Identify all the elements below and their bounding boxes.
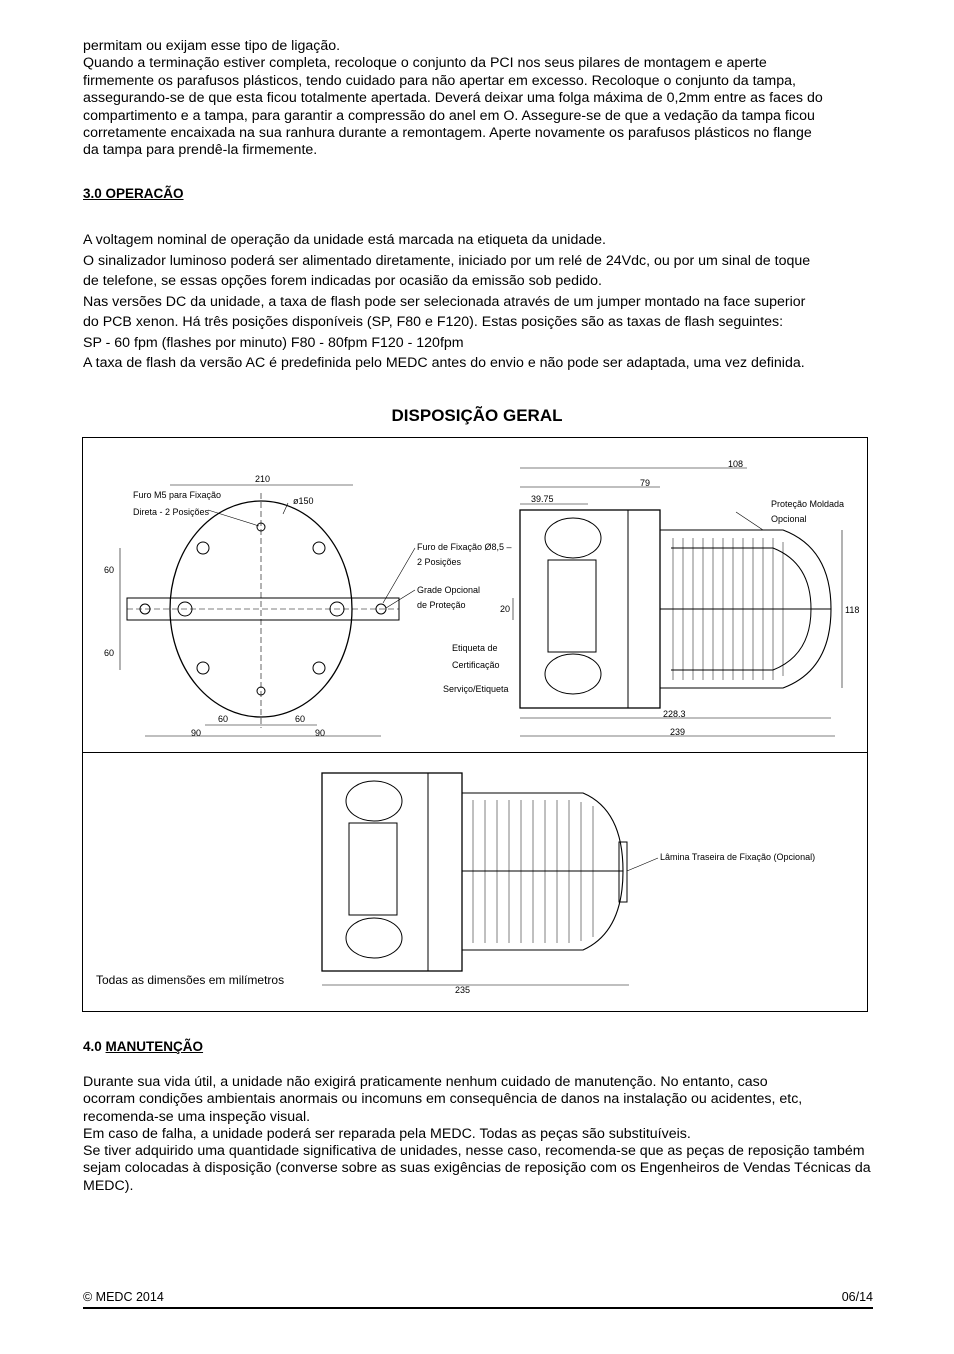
dim-60-right: 60 bbox=[295, 714, 306, 724]
technical-drawing bbox=[83, 438, 869, 1013]
label-hole-85-a: Furo de Fixação Ø8,5 – bbox=[417, 542, 512, 552]
label-cert-a: Etiqueta de bbox=[452, 643, 498, 653]
dim-79: 79 bbox=[640, 478, 651, 488]
operation-p2a: O sinalizador luminoso poderá ser alimentado diretamente, iniciado por um relé de 24Vdc, ou por um sinal de toque bbox=[83, 252, 811, 269]
intro-line: corretamente encaixada na sua ranhura durante a remontagem. Aperte novamente os parafusos plásticos no flange bbox=[83, 125, 812, 142]
intro-paragraph bbox=[83, 38, 883, 160]
dim-39-75: 39.75 bbox=[531, 494, 554, 504]
maintenance-body bbox=[83, 1074, 883, 1195]
maintenance-heading-number: 4.0 bbox=[83, 1039, 102, 1054]
front-view bbox=[120, 485, 415, 736]
label-hole-85-b: 2 Posições bbox=[417, 557, 462, 567]
label-cert-b: Certificação bbox=[452, 660, 500, 670]
dim-60-left: 60 bbox=[218, 714, 229, 724]
dim-239: 239 bbox=[670, 727, 686, 737]
maintenance-line: MEDC). bbox=[83, 1177, 134, 1194]
dim-108: 108 bbox=[728, 459, 744, 469]
maintenance-heading bbox=[83, 1039, 203, 1054]
operation-p1: A voltagem nominal de operação da unidade está marcada na etiqueta da unidade. bbox=[83, 232, 606, 248]
maintenance-line: ocorram condições ambientais anormais ou incomuns em consequência de danos na instalação ou acidentes, etc, bbox=[83, 1091, 803, 1108]
operation-body bbox=[83, 230, 883, 374]
drawing-note: Todas as dimensões em milímetros bbox=[96, 973, 285, 987]
maintenance-line: Durante sua vida útil, a unidade não exigirá praticamente nenhum cuidado de manutenção. No entanto, caso bbox=[83, 1074, 768, 1090]
drawing-frame bbox=[82, 437, 868, 1012]
label-rear-plate: Lâmina Traseira de Fixação (Opcional) bbox=[660, 852, 816, 862]
label-guard-b: Opcional bbox=[771, 514, 807, 524]
footer-rule bbox=[83, 1307, 873, 1309]
rear-view bbox=[322, 773, 658, 985]
intro-line: Quando a terminação estiver completa, recoloque o conjunto da PCI nos seus pilares de montagem e aperte bbox=[83, 55, 767, 72]
dim-210: 210 bbox=[255, 474, 271, 484]
label-guard-a: Proteção Moldada bbox=[771, 499, 845, 509]
label-diameter: ø150 bbox=[293, 496, 314, 506]
dim-90-right: 90 bbox=[315, 728, 326, 738]
drawing-title: DISPOSIÇÃO GERAL bbox=[391, 406, 563, 425]
maintenance-line: recomenda-se uma inspeção visual. bbox=[83, 1108, 311, 1125]
intro-line: permitam ou exijam esse tipo de ligação. bbox=[83, 38, 341, 54]
label-grid-a: Grade Opcional bbox=[417, 585, 481, 595]
intro-line: firmemente os parafusos plásticos, tendo cuidado para não apertar em excesso. Recoloque o conjunto da tampa, bbox=[83, 72, 796, 89]
label-grid-b: de Proteção bbox=[417, 600, 466, 610]
dim-20: 20 bbox=[500, 604, 511, 614]
label-hole-m5-a: Furo M5 para Fixação bbox=[133, 490, 222, 500]
operation-heading: 3.0 OPERACÃO bbox=[83, 186, 184, 201]
maintenance-line: Se tiver adquirido uma quantidade significativa de unidades, nesse caso, recomenda-se que as peças de reposição também bbox=[83, 1143, 865, 1160]
dim-228-3: 228.3 bbox=[663, 709, 686, 719]
maintenance-heading-text: MANUTENÇÃO bbox=[105, 1039, 204, 1054]
label-hole-m5-b: Direta - 2 Posições bbox=[133, 507, 210, 517]
operation-p3a: Nas versões DC da unidade, a taxa de flash pode ser selecionada através de um jumper montado na face superior bbox=[83, 293, 806, 310]
operation-p3b: do PCB xenon. Há três posições disponíveis (SP, F80 e F120). Estas posições são as taxas de flash seguintes: bbox=[83, 314, 784, 330]
operation-p4: SP - 60 fpm (flashes por minuto) F80 - 80fpm F120 - 120fpm bbox=[83, 334, 464, 351]
dim-235: 235 bbox=[455, 985, 471, 995]
operation-p5: A taxa de flash da versão AC é predefinida pelo MEDC antes do envio e não pode ser adaptada, uma vez definida. bbox=[83, 355, 805, 371]
dim-90-left: 90 bbox=[191, 728, 202, 738]
label-service: Serviço/Etiqueta bbox=[443, 684, 509, 694]
maintenance-line: sejam colocadas à disposição (converse sobre as suas exigências de reposição com os Engenheiros de Vendas Técnicas da bbox=[83, 1160, 871, 1177]
intro-line: compartimento e a tampa, para garantir a compressão do anel em O. Assegure-se de que a vedação da tampa ficou bbox=[83, 107, 815, 124]
dim-118: 118 bbox=[845, 605, 860, 615]
footer-date: 06/14 bbox=[841, 1290, 873, 1304]
intro-line: assegurando-se de que esta ficou totalmente apertada. Deverá deixar uma folga máxima de 0,2mm entre as faces do bbox=[83, 90, 823, 107]
dim-60-bottom: 60 bbox=[104, 648, 115, 658]
dim-60-top: 60 bbox=[104, 565, 115, 575]
intro-line: da tampa para prendê-la firmemente. bbox=[83, 142, 318, 159]
maintenance-line: Em caso de falha, a unidade poderá ser reparada pela MEDC. Todas as peças são substituíveis. bbox=[83, 1125, 691, 1142]
operation-p2b: de telefone, se essas opções forem indicadas por ocasião da emissão sob pedido. bbox=[83, 273, 602, 289]
footer-copyright: © MEDC 2014 bbox=[83, 1290, 164, 1304]
